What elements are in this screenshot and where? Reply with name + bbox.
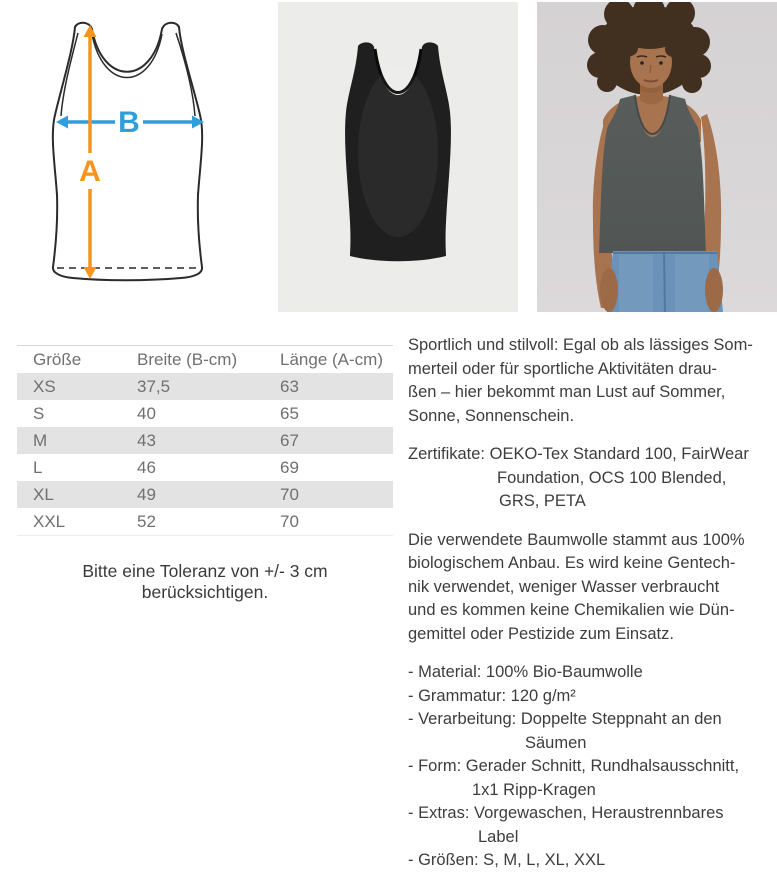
fabric-highlight [358, 67, 438, 237]
width-cell: 49 [137, 484, 156, 504]
tank-top-outline-drawing [45, 20, 215, 292]
length-cell: 63 [280, 376, 299, 396]
model-left-hand [600, 268, 618, 312]
description-paragraph-certificates [408, 443, 777, 514]
table-header-row [17, 346, 393, 373]
product-photo-model [537, 2, 777, 312]
description-line: nik verwendet, weniger Wasser verbraucht [408, 577, 720, 596]
product-description [408, 330, 777, 888]
description-line: - Material: 100% Bio-Baumwolle [408, 663, 643, 681]
description-line: und es kommen keine Chemikalien wie Dün- [408, 601, 735, 619]
table-row [17, 400, 393, 427]
description-line: - Grammatur: 120 g/m² [408, 686, 576, 705]
description-line: Säumen [525, 733, 587, 752]
description-line: Foundation, OCS 100 Blended, [497, 468, 727, 487]
description-line: - Größen: S, M, L, XL, XXL [408, 851, 606, 869]
description-line: Zertifikate: OEKO-Tex Standard 100, FairWear [408, 445, 749, 463]
description-line: biologischem Anbau. Es wird keine Gentech- [408, 554, 736, 572]
hair-side-curl-right [665, 41, 681, 57]
description-line: merteil oder für sportliche Aktivitäten drau- [408, 359, 718, 378]
hair-side-curl-left [622, 40, 638, 56]
description-line: - Extras: Vorgewaschen, Heraustrennbares [408, 804, 724, 822]
width-cell: 37,5 [137, 376, 171, 396]
size-cell: XS [33, 376, 56, 396]
table-row [17, 427, 393, 454]
table-row [17, 454, 393, 481]
length-cell: 65 [280, 403, 299, 423]
length-cell: 69 [280, 457, 299, 477]
size-table [17, 345, 393, 536]
width-cell: 40 [137, 403, 156, 423]
size-table-body [17, 373, 393, 535]
width-cell: 43 [137, 430, 156, 450]
description-line: 1x1 Ripp-Kragen [472, 780, 596, 799]
description-line: GRS, PETA [499, 492, 586, 510]
description-paragraph-specs [408, 661, 777, 873]
length-cell: 67 [280, 430, 299, 450]
tank-outline [53, 23, 202, 281]
length-label-a: A [79, 155, 101, 188]
length-cell: 70 [280, 484, 299, 504]
description-line: - Form: Gerader Schnitt, Rundhalsausschnitt, [408, 757, 740, 775]
description-line: gemittel oder Pestizide zum Einsatz. [408, 624, 674, 643]
column-header-width: Breite (B-cm) [137, 349, 238, 369]
description-line: Die verwendete Baumwolle stammt aus 100% [408, 530, 745, 549]
black-tank-top-photo [278, 2, 518, 312]
length-cell: 70 [280, 511, 299, 531]
model-right-hand [705, 268, 723, 312]
description-line: Sonne, Sonnenschein. [408, 406, 575, 425]
table-row [17, 481, 393, 508]
size-cell: S [33, 403, 45, 423]
description-paragraph-cotton [408, 529, 777, 647]
model-wearing-tank-top-photo [537, 2, 777, 312]
table-row [17, 508, 393, 535]
size-cell: XXL [33, 511, 66, 531]
width-label-b: B [118, 106, 140, 139]
column-header-length: Länge (A-cm) [280, 349, 383, 369]
description-line: - Verarbeitung: Doppelte Steppnaht an den [408, 710, 722, 728]
description-line: ßen – hier bekommt man Lust auf Sommer, [408, 383, 726, 401]
column-header-size: Größe [33, 349, 82, 369]
table-row [17, 373, 393, 400]
tolerance-note: Bitte eine Toleranz von +/- 3 cm berücksichtigen. [82, 561, 328, 602]
description-line: Label [478, 827, 519, 846]
model-jeans [607, 251, 723, 312]
size-cell: M [33, 430, 48, 450]
product-photo-flat [278, 2, 518, 312]
width-cell: 46 [137, 457, 156, 477]
width-cell: 52 [137, 511, 156, 531]
size-cell: XL [33, 484, 54, 504]
description-paragraph-intro [408, 334, 777, 428]
description-line: Sportlich und stilvoll: Egal ob als lässiges Som- [408, 336, 753, 354]
size-diagram [45, 20, 215, 292]
size-cell: L [33, 457, 43, 477]
